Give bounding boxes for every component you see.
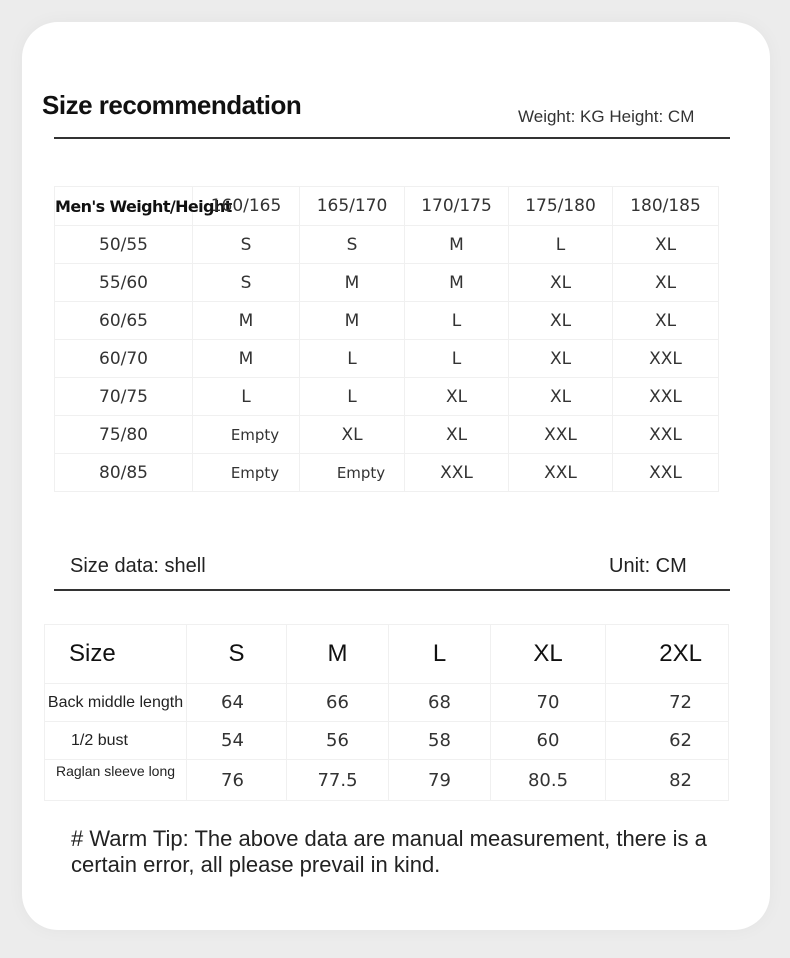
height-column-header: 170/175	[405, 187, 509, 226]
height-column-header: 165/170	[300, 187, 405, 226]
table-row	[55, 454, 719, 492]
recommended-size-cell: XXL	[405, 454, 509, 492]
weight-row-label: 60/65	[55, 302, 193, 340]
size-header-cell: M	[287, 625, 389, 684]
table-row	[45, 722, 729, 760]
table-row	[45, 760, 729, 801]
recommended-size-cell: XL	[509, 302, 613, 340]
height-column-header: 180/185	[613, 187, 719, 226]
recommended-size-cell: M	[300, 264, 405, 302]
measurement-value: 80.5	[491, 760, 606, 801]
table-row	[55, 378, 719, 416]
recommended-size-cell: Empty	[193, 416, 300, 454]
measurement-value: 68	[389, 684, 491, 722]
recommended-size-cell: S	[193, 264, 300, 302]
table-row	[55, 264, 719, 302]
units-note: Weight: KG Height: CM	[518, 107, 695, 126]
size-header-cell: S	[187, 625, 287, 684]
size-header-cell: XL	[491, 625, 606, 684]
recommended-size-cell: Empty	[300, 454, 405, 492]
measurement-value: 70	[491, 684, 606, 722]
recommended-size-cell: L	[405, 340, 509, 378]
measurement-value: 77.5	[287, 760, 389, 801]
measurement-value: 62	[606, 722, 729, 760]
size-column-header: Size	[45, 625, 187, 684]
recommended-size-cell: XL	[405, 378, 509, 416]
height-column-header: 160/165	[193, 187, 300, 226]
recommended-size-cell: XXL	[509, 416, 613, 454]
recommended-size-cell: XXL	[613, 454, 719, 492]
table-row	[55, 340, 719, 378]
measurement-value: 56	[287, 722, 389, 760]
recommendation-corner-label: Men's Weight/Height	[55, 187, 193, 226]
recommended-size-cell: XL	[405, 416, 509, 454]
recommended-size-cell: L	[300, 378, 405, 416]
recommended-size-cell: L	[509, 226, 613, 264]
measurement-label: Raglan sleeve long	[45, 760, 187, 801]
recommended-size-cell: L	[300, 340, 405, 378]
page-title: Size recommendation	[42, 90, 302, 120]
recommended-size-cell: M	[193, 302, 300, 340]
measurement-value: 58	[389, 722, 491, 760]
size-data-table	[44, 624, 729, 801]
size-data-unit: Unit: CM	[609, 555, 687, 577]
recommended-size-cell: XXL	[509, 454, 613, 492]
size-data-header-row	[45, 625, 729, 684]
recommended-size-cell: XXL	[613, 378, 719, 416]
weight-row-label: 55/60	[55, 264, 193, 302]
size-recommendation-table	[54, 186, 719, 492]
recommended-size-cell: XL	[613, 302, 719, 340]
recommended-size-cell: M	[193, 340, 300, 378]
weight-row-label: 50/55	[55, 226, 193, 264]
recommended-size-cell: M	[405, 264, 509, 302]
recommended-size-cell: M	[405, 226, 509, 264]
size-data-divider	[54, 589, 730, 591]
recommended-size-cell: XXL	[613, 416, 719, 454]
recommendation-header-row	[55, 187, 719, 226]
table-row	[55, 226, 719, 264]
measurement-value: 64	[187, 684, 287, 722]
recommended-size-cell: XL	[509, 378, 613, 416]
recommended-size-cell: M	[300, 302, 405, 340]
recommended-size-cell: S	[193, 226, 300, 264]
measurement-value: 82	[606, 760, 729, 801]
table-row	[55, 302, 719, 340]
table-row	[45, 684, 729, 722]
recommended-size-cell: Empty	[193, 454, 300, 492]
measurement-label: 1/2 bust	[45, 722, 187, 760]
recommended-size-cell: L	[405, 302, 509, 340]
measurement-value: 72	[606, 684, 729, 722]
measurement-value: 60	[491, 722, 606, 760]
recommended-size-cell: XL	[300, 416, 405, 454]
measurement-label: Back middle length	[45, 684, 187, 722]
table-row	[55, 416, 719, 454]
recommended-size-cell: XL	[613, 264, 719, 302]
weight-row-label: 60/70	[55, 340, 193, 378]
recommended-size-cell: XL	[509, 340, 613, 378]
recommended-size-cell: S	[300, 226, 405, 264]
size-data-label: Size data: shell	[70, 555, 206, 577]
measurement-value: 54	[187, 722, 287, 760]
title-divider	[54, 137, 730, 139]
warm-tip: # Warm Tip: The above data are manual measurement, there is a certain error, all please prevail in kind.	[71, 826, 707, 877]
size-header-cell: 2XL	[606, 625, 729, 684]
measurement-value: 79	[389, 760, 491, 801]
recommended-size-cell: XL	[613, 226, 719, 264]
weight-row-label: 80/85	[55, 454, 193, 492]
recommended-size-cell: L	[193, 378, 300, 416]
size-header-cell: L	[389, 625, 491, 684]
recommended-size-cell: XL	[509, 264, 613, 302]
weight-row-label: 75/80	[55, 416, 193, 454]
measurement-value: 66	[287, 684, 389, 722]
height-column-header: 175/180	[509, 187, 613, 226]
recommended-size-cell: XXL	[613, 340, 719, 378]
weight-row-label: 70/75	[55, 378, 193, 416]
measurement-value: 76	[187, 760, 287, 801]
